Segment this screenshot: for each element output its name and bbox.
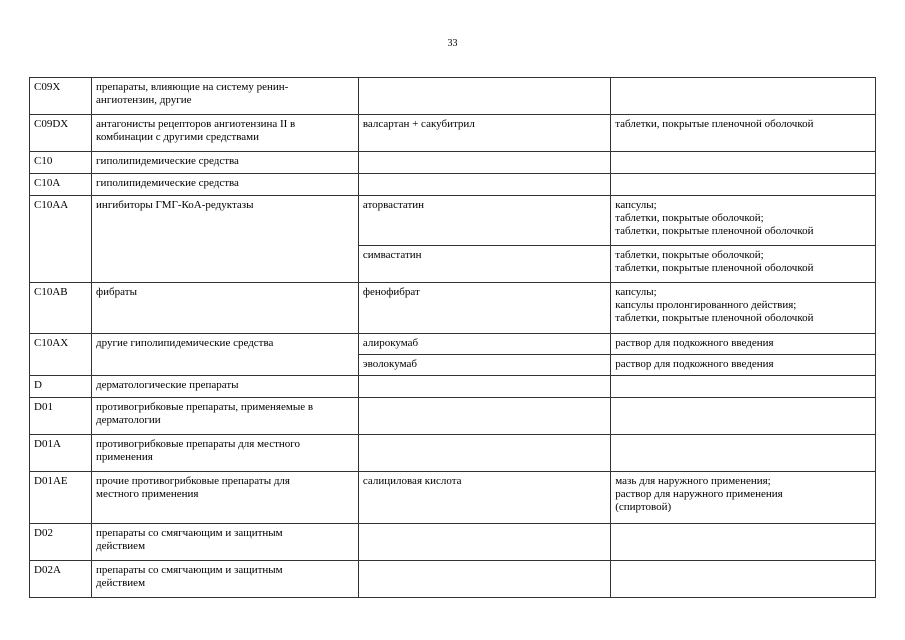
table-row	[30, 398, 876, 435]
atc-code-cell: D02A	[30, 561, 92, 598]
drug-name-cell: эволокумаб	[358, 355, 610, 376]
table-row	[30, 334, 876, 355]
atc-code-cell: D	[30, 376, 92, 398]
dosage-form-cell	[611, 398, 876, 435]
dosage-form-cell: капсулы; капсулы пролонгированного действия; таблетки, покрытые пленочной оболочкой	[611, 283, 876, 334]
atc-code-cell: C09X	[30, 78, 92, 115]
group-name-cell: противогрибковые препараты для местного применения	[92, 435, 359, 472]
drug-name-cell: симвастатин	[358, 246, 610, 283]
dosage-form-cell: раствор для подкожного введения	[611, 355, 876, 376]
dosage-form-cell: капсулы; таблетки, покрытые оболочкой; таблетки, покрытые пленочной оболочкой	[611, 196, 876, 246]
table-row	[30, 561, 876, 598]
group-name-cell: антагонисты рецепторов ангиотензина II в комбинации с другими средствами	[92, 115, 359, 152]
drug-name-cell: алирокумаб	[358, 334, 610, 355]
atc-code-cell: D01	[30, 398, 92, 435]
dosage-form-cell	[611, 152, 876, 174]
atc-drug-table	[29, 77, 876, 598]
drug-name-cell: аторвастатин	[358, 196, 610, 246]
group-name-cell: ингибиторы ГМГ-КоА-редуктазы	[92, 196, 359, 283]
dosage-form-cell: таблетки, покрытые оболочкой; таблетки, покрытые пленочной оболочкой	[611, 246, 876, 283]
dosage-form-cell: раствор для подкожного введения	[611, 334, 876, 355]
dosage-form-cell	[611, 435, 876, 472]
drug-name-cell	[358, 376, 610, 398]
atc-code-cell: C09DX	[30, 115, 92, 152]
table-row	[30, 524, 876, 561]
atc-code-cell: D01AE	[30, 472, 92, 524]
group-name-cell: гиполипидемические средства	[92, 152, 359, 174]
group-name-cell: препараты, влияющие на систему ренин- ангиотензин, другие	[92, 78, 359, 115]
table-row	[30, 115, 876, 152]
page-number: 33	[447, 38, 458, 49]
drug-name-cell	[358, 398, 610, 435]
table-row	[30, 174, 876, 196]
drug-name-cell	[358, 435, 610, 472]
atc-code-cell: C10AX	[30, 334, 92, 376]
dosage-form-cell	[611, 561, 876, 598]
drug-name-cell: валсартан + сакубитрил	[358, 115, 610, 152]
dosage-form-cell: таблетки, покрытые пленочной оболочкой	[611, 115, 876, 152]
atc-code-cell: C10AB	[30, 283, 92, 334]
atc-code-cell: D01A	[30, 435, 92, 472]
drug-name-cell	[358, 524, 610, 561]
drug-name-cell	[358, 561, 610, 598]
table-row	[30, 376, 876, 398]
atc-code-cell: C10A	[30, 174, 92, 196]
group-name-cell: дерматологические препараты	[92, 376, 359, 398]
group-name-cell: препараты со смягчающим и защитным действием	[92, 561, 359, 598]
atc-code-cell: D02	[30, 524, 92, 561]
drug-name-cell: фенофибрат	[358, 283, 610, 334]
group-name-cell: гиполипидемические средства	[92, 174, 359, 196]
drug-name-cell	[358, 152, 610, 174]
drug-name-cell	[358, 78, 610, 115]
table-row	[30, 152, 876, 174]
dosage-form-cell	[611, 78, 876, 115]
dosage-form-cell: мазь для наружного применения; раствор для наружного применения (спиртовой)	[611, 472, 876, 524]
dosage-form-cell	[611, 376, 876, 398]
dosage-form-cell	[611, 524, 876, 561]
table-row	[30, 78, 876, 115]
group-name-cell: фибраты	[92, 283, 359, 334]
table-row	[30, 196, 876, 246]
table-row	[30, 435, 876, 472]
table-row	[30, 283, 876, 334]
table-row	[30, 472, 876, 524]
dosage-form-cell	[611, 174, 876, 196]
group-name-cell: другие гиполипидемические средства	[92, 334, 359, 376]
drug-name-cell	[358, 174, 610, 196]
group-name-cell: прочие противогрибковые препараты для местного применения	[92, 472, 359, 524]
drug-name-cell: салициловая кислота	[358, 472, 610, 524]
group-name-cell: препараты со смягчающим и защитным действием	[92, 524, 359, 561]
atc-code-cell: C10	[30, 152, 92, 174]
atc-code-cell: C10AA	[30, 196, 92, 283]
group-name-cell: противогрибковые препараты, применяемые в дерматологии	[92, 398, 359, 435]
